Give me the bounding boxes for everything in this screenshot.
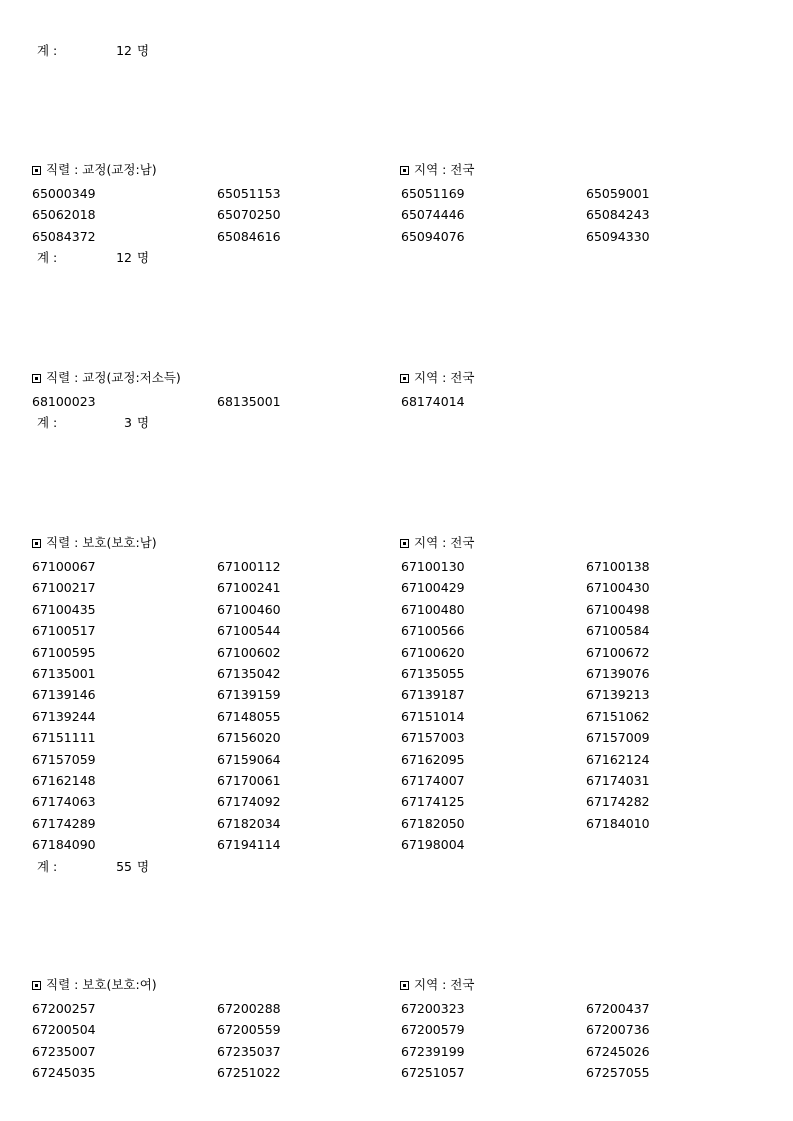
section-title: 직렬 : 보호(보호:여) xyxy=(46,977,157,992)
candidate-number: 65059001 xyxy=(586,186,650,201)
square-bullet-icon xyxy=(400,166,409,175)
candidate-number: 67235007 xyxy=(32,1044,96,1059)
candidate-number: 65070250 xyxy=(217,207,281,222)
candidate-number: 67100429 xyxy=(401,580,465,595)
candidate-number: 65074446 xyxy=(401,207,465,222)
candidate-number: 65000349 xyxy=(32,186,96,201)
candidate-number: 67184010 xyxy=(586,816,650,831)
candidate-number: 67151062 xyxy=(586,709,650,724)
candidate-number: 67135055 xyxy=(401,666,465,681)
candidate-number: 65084243 xyxy=(586,207,650,222)
candidate-number: 67200559 xyxy=(217,1022,281,1037)
total-unit: 명 xyxy=(137,250,150,265)
square-bullet-icon xyxy=(32,374,41,383)
candidate-number: 65051153 xyxy=(217,186,281,201)
candidate-number: 67135001 xyxy=(32,666,96,681)
section-header-right xyxy=(400,977,474,993)
total-label: 계 : xyxy=(37,250,58,265)
total-label: 계 : xyxy=(37,43,58,58)
candidate-number: 67100138 xyxy=(586,559,650,574)
candidate-number: 67157009 xyxy=(586,730,650,745)
candidate-number: 67139076 xyxy=(586,666,650,681)
total-count: 55 xyxy=(116,859,132,874)
candidate-number: 67139146 xyxy=(32,687,96,702)
square-bullet-icon xyxy=(32,539,41,548)
candidate-number: 67200288 xyxy=(217,1001,281,1016)
candidate-number: 67100498 xyxy=(586,602,650,617)
candidate-number: 67182050 xyxy=(401,816,465,831)
candidate-number: 67100544 xyxy=(217,623,281,638)
candidate-number: 67100602 xyxy=(217,645,281,660)
candidate-number: 67200323 xyxy=(401,1001,465,1016)
candidate-number: 67184090 xyxy=(32,837,96,852)
candidate-number: 67100430 xyxy=(586,580,650,595)
candidate-number: 67200736 xyxy=(586,1022,650,1037)
candidate-number: 67100517 xyxy=(32,623,96,638)
candidate-number: 67200437 xyxy=(586,1001,650,1016)
total-count: 3 xyxy=(124,415,132,430)
square-bullet-icon xyxy=(32,166,41,175)
candidate-number: 67162095 xyxy=(401,752,465,767)
total-unit: 명 xyxy=(137,415,150,430)
total-count: 12 xyxy=(116,250,132,265)
section-header-left xyxy=(32,162,157,178)
candidate-number: 67100130 xyxy=(401,559,465,574)
candidate-number: 67170061 xyxy=(217,773,281,788)
candidate-number: 67200579 xyxy=(401,1022,465,1037)
candidate-number: 67182034 xyxy=(217,816,281,831)
candidate-number: 67251057 xyxy=(401,1065,465,1080)
candidate-number: 67198004 xyxy=(401,837,465,852)
candidate-number: 65084372 xyxy=(32,229,96,244)
section-header-right xyxy=(400,162,474,178)
candidate-number: 67235037 xyxy=(217,1044,281,1059)
candidate-number: 67157003 xyxy=(401,730,465,745)
section-header-right xyxy=(400,535,474,551)
total-unit: 명 xyxy=(137,43,150,58)
candidate-number: 68174014 xyxy=(401,394,465,409)
square-bullet-icon xyxy=(400,539,409,548)
candidate-number: 67100217 xyxy=(32,580,96,595)
candidate-number: 67100480 xyxy=(401,602,465,617)
section-title: 직렬 : 보호(보호:남) xyxy=(46,535,157,550)
candidate-number: 67245026 xyxy=(586,1044,650,1059)
candidate-number: 67162148 xyxy=(32,773,96,788)
square-bullet-icon xyxy=(32,981,41,990)
candidate-number: 67100672 xyxy=(586,645,650,660)
total-label: 계 : xyxy=(37,859,58,874)
candidate-number: 65051169 xyxy=(401,186,465,201)
candidate-number: 67100435 xyxy=(32,602,96,617)
section-header-right xyxy=(400,370,474,386)
candidate-number: 67251022 xyxy=(217,1065,281,1080)
candidate-number: 67100584 xyxy=(586,623,650,638)
total-count: 12 xyxy=(116,43,132,58)
candidate-number: 67200257 xyxy=(32,1001,96,1016)
candidate-number: 68100023 xyxy=(32,394,96,409)
candidate-number: 67139244 xyxy=(32,709,96,724)
region-label: 지역 : 전국 xyxy=(414,162,475,177)
candidate-number: 67100112 xyxy=(217,559,281,574)
candidate-number: 67200504 xyxy=(32,1022,96,1037)
candidate-number: 67174007 xyxy=(401,773,465,788)
candidate-number: 67100067 xyxy=(32,559,96,574)
candidate-number: 67194114 xyxy=(217,837,281,852)
candidate-number: 67100566 xyxy=(401,623,465,638)
region-label: 지역 : 전국 xyxy=(414,535,475,550)
region-label: 지역 : 전국 xyxy=(414,370,475,385)
candidate-number: 67139159 xyxy=(217,687,281,702)
candidate-number: 65062018 xyxy=(32,207,96,222)
candidate-number: 67174031 xyxy=(586,773,650,788)
candidate-number: 67174125 xyxy=(401,794,465,809)
candidate-number: 67239199 xyxy=(401,1044,465,1059)
total-unit: 명 xyxy=(137,859,150,874)
candidate-number: 67151111 xyxy=(32,730,96,745)
section-header-left xyxy=(32,370,181,386)
candidate-number: 67162124 xyxy=(586,752,650,767)
candidate-number: 67174282 xyxy=(586,794,650,809)
region-label: 지역 : 전국 xyxy=(414,977,475,992)
candidate-number: 67157059 xyxy=(32,752,96,767)
section-header-left xyxy=(32,535,157,551)
square-bullet-icon xyxy=(400,374,409,383)
candidate-number: 67174092 xyxy=(217,794,281,809)
candidate-number: 67139213 xyxy=(586,687,650,702)
candidate-number: 67174063 xyxy=(32,794,96,809)
candidate-number: 67257055 xyxy=(586,1065,650,1080)
section-title: 직렬 : 교정(교정:저소득) xyxy=(46,370,181,385)
candidate-number: 65094076 xyxy=(401,229,465,244)
candidate-number: 67135042 xyxy=(217,666,281,681)
total-label: 계 : xyxy=(37,415,58,430)
candidate-number: 67100620 xyxy=(401,645,465,660)
candidate-number: 65094330 xyxy=(586,229,650,244)
candidate-number: 67156020 xyxy=(217,730,281,745)
candidate-number: 67245035 xyxy=(32,1065,96,1080)
candidate-number: 67139187 xyxy=(401,687,465,702)
candidate-number: 68135001 xyxy=(217,394,281,409)
section-title: 직렬 : 교정(교정:남) xyxy=(46,162,157,177)
candidate-number: 67100241 xyxy=(217,580,281,595)
candidate-number: 67148055 xyxy=(217,709,281,724)
candidate-number: 67159064 xyxy=(217,752,281,767)
candidate-number: 67174289 xyxy=(32,816,96,831)
square-bullet-icon xyxy=(400,981,409,990)
candidate-number: 67100460 xyxy=(217,602,281,617)
candidate-number: 65084616 xyxy=(217,229,281,244)
candidate-number: 67100595 xyxy=(32,645,96,660)
section-header-left xyxy=(32,977,157,993)
candidate-number: 67151014 xyxy=(401,709,465,724)
